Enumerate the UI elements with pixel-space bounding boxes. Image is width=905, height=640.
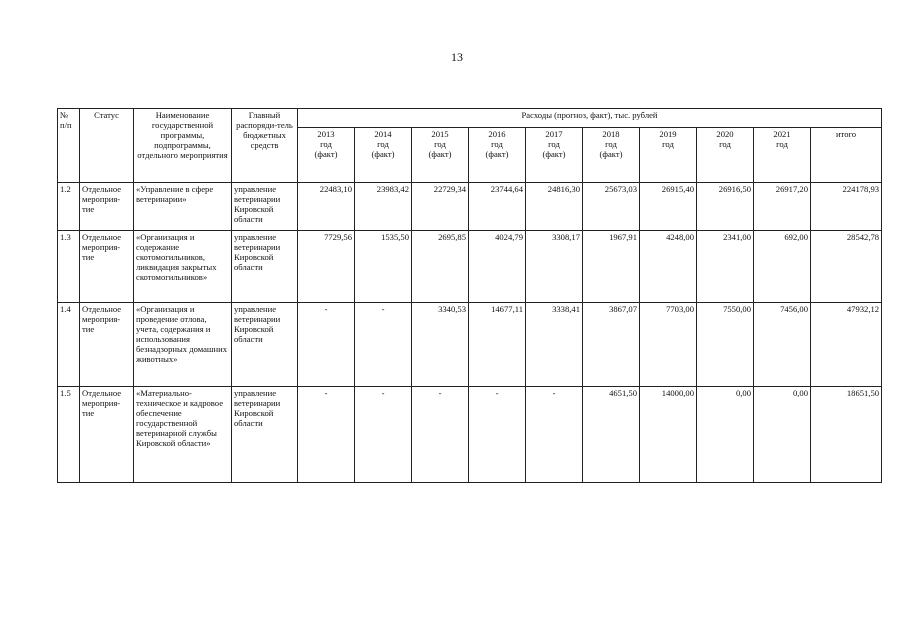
row-num: 1.3: [58, 231, 80, 303]
header-year-2017: [526, 128, 583, 183]
table-row: [58, 231, 882, 303]
header-year-note: (факт): [314, 149, 338, 159]
header-total: итого: [811, 128, 882, 183]
header-year-year: 2021: [773, 129, 791, 139]
row-name: «Управление в сфере ветеринарии»: [134, 183, 232, 231]
row-value: 7703,00: [640, 303, 697, 387]
row-value: 24816,30: [526, 183, 583, 231]
row-value: -: [355, 303, 412, 387]
header-year-year: 2017: [545, 129, 563, 139]
header-status: Статус: [80, 109, 134, 183]
row-value: 22729,34: [412, 183, 469, 231]
header-year-year: 2014: [374, 129, 392, 139]
row-value: 26917,20: [754, 183, 811, 231]
header-year-2019: [640, 128, 697, 183]
row-value: 1535,50: [355, 231, 412, 303]
header-year-year: 2016: [488, 129, 506, 139]
row-value: 14000,00: [640, 387, 697, 483]
row-value: 692,00: [754, 231, 811, 303]
header-year-note: (факт): [371, 149, 395, 159]
header-year-word: год: [662, 139, 674, 149]
row-value: -: [355, 387, 412, 483]
header-year-word: год: [719, 139, 731, 149]
row-num: 1.5: [58, 387, 80, 483]
header-year-note: (факт): [485, 149, 509, 159]
row-manager: управление ветеринарии Кировской области: [232, 387, 298, 483]
row-status: Отдельное мероприя-тие: [80, 303, 134, 387]
header-year-word: год: [320, 139, 332, 149]
header-year-2013: [298, 128, 355, 183]
row-value: 0,00: [697, 387, 754, 483]
row-total: 28542,78: [811, 231, 882, 303]
row-num: 1.2: [58, 183, 80, 231]
row-value: -: [469, 387, 526, 483]
row-value: 4248,00: [640, 231, 697, 303]
row-total: 18651,50: [811, 387, 882, 483]
header-year-2015: [412, 128, 469, 183]
row-value: -: [526, 387, 583, 483]
row-value: 7550,00: [697, 303, 754, 387]
row-value: 0,00: [754, 387, 811, 483]
row-value: 22483,10: [298, 183, 355, 231]
header-year-word: год: [548, 139, 560, 149]
row-value: 23983,42: [355, 183, 412, 231]
row-value: 14677,11: [469, 303, 526, 387]
row-status: Отдельное мероприя-тие: [80, 387, 134, 483]
header-year-year: 2013: [317, 129, 335, 139]
header-name: Наименование государственной программы, подпрограммы, отдельного мероприятия: [134, 109, 232, 183]
header-year-word: год: [776, 139, 788, 149]
expenses-table: [57, 108, 882, 483]
row-name: «Организация и проведение отлова, учета, содержания и использования безнадзорных домашних животных»: [134, 303, 232, 387]
row-name: «Материально-техническое и кадровое обеспечение государственной ветеринарной службы Кировской области»: [134, 387, 232, 483]
row-value: -: [298, 387, 355, 483]
header-year-year: 2015: [431, 129, 449, 139]
header-year-word: год: [491, 139, 503, 149]
table-row: [58, 387, 882, 483]
row-manager: управление ветеринарии Кировской области: [232, 231, 298, 303]
row-value: 3867,07: [583, 303, 640, 387]
row-value: 2695,85: [412, 231, 469, 303]
header-year-2016: [469, 128, 526, 183]
page-number: 13: [451, 50, 463, 64]
header-year-2014: [355, 128, 412, 183]
header-year-2020: [697, 128, 754, 183]
row-value: 26916,50: [697, 183, 754, 231]
table-body: [58, 183, 882, 483]
row-manager: управление ветеринарии Кировской области: [232, 183, 298, 231]
table-row: [58, 183, 882, 231]
row-value: 4024,79: [469, 231, 526, 303]
header-manager: Главный распоряди-тель бюджетных средств: [232, 109, 298, 183]
header-year-word: год: [377, 139, 389, 149]
row-value: -: [412, 387, 469, 483]
header-year-word: год: [605, 139, 617, 149]
row-manager: управление ветеринарии Кировской области: [232, 303, 298, 387]
row-status: Отдельное мероприя-тие: [80, 183, 134, 231]
header-num: № п/п: [58, 109, 80, 183]
header-year-note: (факт): [542, 149, 566, 159]
table-row: [58, 303, 882, 387]
row-value: -: [298, 303, 355, 387]
header-year-year: 2020: [716, 129, 734, 139]
row-value: 26915,40: [640, 183, 697, 231]
header-year-note: (факт): [599, 149, 623, 159]
row-value: 4651,50: [583, 387, 640, 483]
row-total: 47932,12: [811, 303, 882, 387]
header-year-word: год: [434, 139, 446, 149]
row-value: 3340,53: [412, 303, 469, 387]
row-value: 25673,03: [583, 183, 640, 231]
row-total: 224178,93: [811, 183, 882, 231]
header-year-note: (факт): [428, 149, 452, 159]
row-value: 7456,00: [754, 303, 811, 387]
row-value: 2341,00: [697, 231, 754, 303]
header-row-1: [58, 109, 882, 128]
header-expenses: Расходы (прогноз, факт), тыс. рублей: [298, 109, 882, 128]
row-value: 3338,41: [526, 303, 583, 387]
header-year-year: 2018: [602, 129, 620, 139]
header-year-2018: [583, 128, 640, 183]
row-value: 1967,91: [583, 231, 640, 303]
header-year-2021: [754, 128, 811, 183]
header-year-year: 2019: [659, 129, 677, 139]
row-value: 23744,64: [469, 183, 526, 231]
row-status: Отдельное мероприя-тие: [80, 231, 134, 303]
row-value: 3308,17: [526, 231, 583, 303]
row-name: «Организация и содержание скотомогильников, ликвидация закрытых скотомогильников»: [134, 231, 232, 303]
row-num: 1.4: [58, 303, 80, 387]
row-value: 7729,56: [298, 231, 355, 303]
